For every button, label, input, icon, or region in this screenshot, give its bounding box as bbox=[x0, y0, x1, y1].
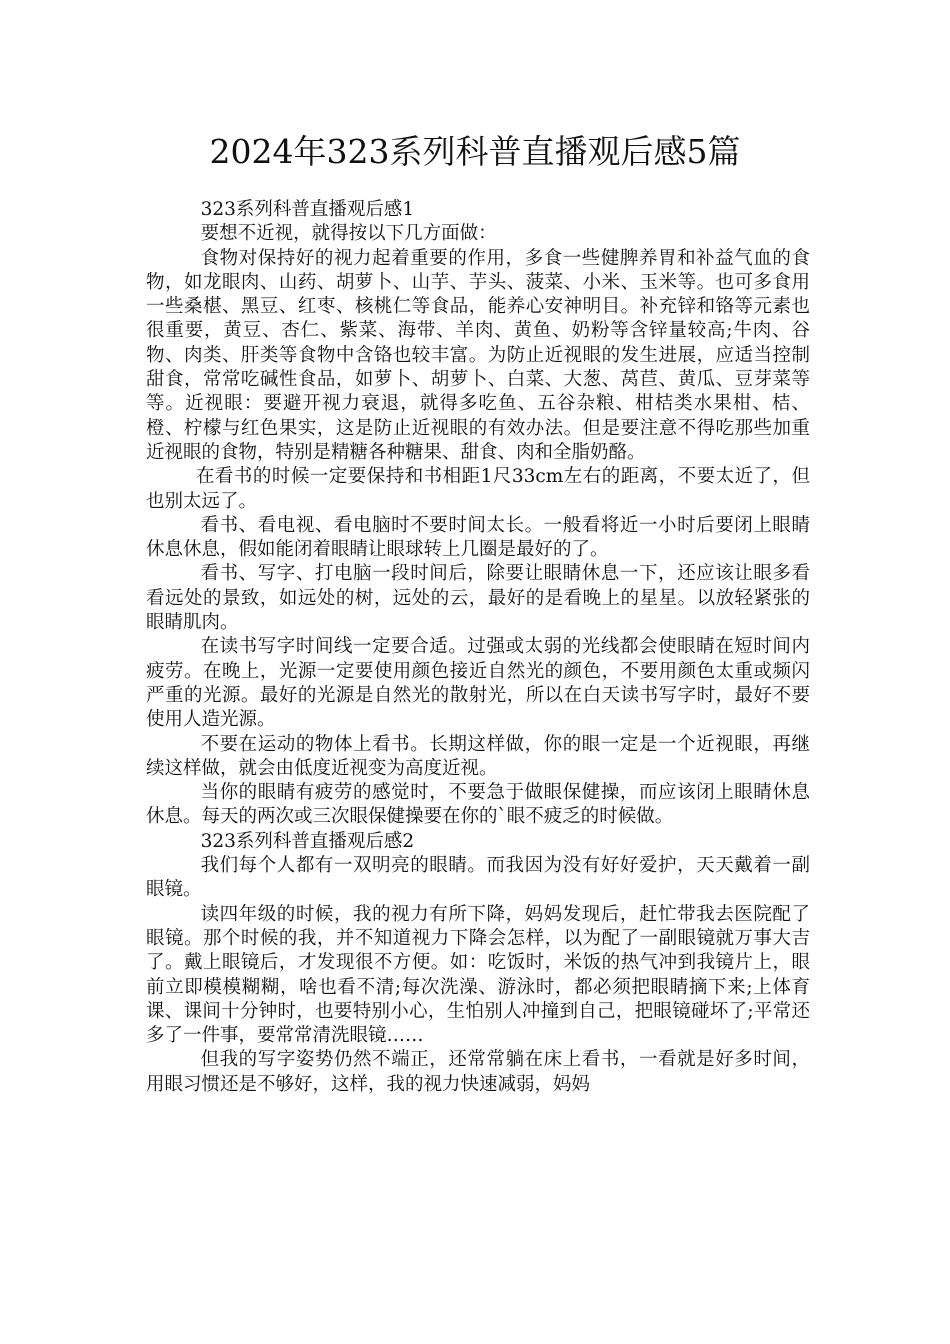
paragraph: 要想不近视，就得按以下几方面做： bbox=[200, 223, 497, 245]
paragraph: 不要在运动的物体上看书。长期这样做，你的眼一定是一个近视眼，再继续这样做，就会由低度近视变为高度近视。 bbox=[146, 733, 810, 779]
section-heading-1: 323系列科普直播观后感1 bbox=[200, 199, 415, 220]
document-title: 2024年323系列科普直播观后感5篇 bbox=[209, 132, 741, 171]
paragraph: 在看书的时候一定要保持和书相距1尺33cm左右的距离，不要太近了，但也别太远了。 bbox=[146, 466, 810, 512]
paragraph: 食物对保持好的视力起着重要的作用，多食一些健脾养胃和补益气血的食物，如龙眼肉、山药、胡萝卜、山芋、芋头、菠菜、小米、玉米等。也可多食用一些桑椹、黑豆、红枣、核桃仁等食品，能养心安神明目。补充锌和铬等元素也很重要，黄豆、杏仁、紫菜、海带、羊肉、黄鱼、奶粉等含锌量较高;牛肉、谷物、肉类、肝类等食物中含铬也较丰富。为防止近视眼的发生进展，应适当控制甜食，常常吃碱性食品，如萝卜、胡萝卜、白菜、大葱、莴苣、黄瓜、豆芽菜等等。近视眼：要避开视力衰退，就得多吃鱼、五谷杂粮、柑桔类水果柑、桔、橙、柠檬与红色果实，这是防止近视眼的有效办法。但是要注意不得吃那些加重近视眼的食物，特别是精糖各种糖果、甜食、肉和全脂奶酪。 bbox=[146, 247, 810, 463]
paragraph: 当你的眼睛有疲劳的感觉时，不要急于做眼保健操，而应该闭上眼睛休息休息。每天的两次或三次眼保健操要在你的`眼不疲乏的时候做。 bbox=[146, 782, 810, 828]
document-body bbox=[146, 198, 810, 1097]
paragraph: 我们每个人都有一双明亮的眼睛。而我因为没有好好爱护，天天戴着一副眼镜。 bbox=[146, 855, 810, 901]
paragraph: 但我的写字姿势仍然不端正，还常常躺在床上看书，一看就是好多时间，用眼习惯还是不够好，这样，我的视力快速减弱，妈妈 bbox=[146, 1049, 810, 1095]
paragraph: 看书、写字、打电脑一段时间后，除要让眼睛休息一下，还应该让眼多看看远处的景致，如远处的树，远处的云，最好的是看晚上的星星。以放轻紧张的眼睛肌肉。 bbox=[146, 563, 810, 634]
paragraph: 看书、看电视、看电脑时不要时间太长。一般看将近一小时后要闭上眼睛休息休息，假如能闭着眼睛让眼球转上几圈是最好的了。 bbox=[146, 514, 810, 561]
paragraph: 在读书写字时间线一定要合适。过强或太弱的光线都会使眼睛在短时间内疲劳。在晚上，光源一定要使用颜色接近自然光的颜色，不要用颜色太重或频闪严重的光源。最好的光源是自然光的散射光，所以在白天读书写字时，最好不要使用人造光源。 bbox=[146, 636, 810, 731]
paragraph: 读四年级的时候，我的视力有所下降，妈妈发现后，赶忙带我去医院配了眼镜。那个时候的我，并不知道视力下降会怎样，以为配了一副眼镜就万事大吉了。戴上眼镜后，才发现很不方便。如：吃饭时，米饭的热气冲到我镜片上，眼前立即模模糊糊，啥也看不清;每次洗澡、游泳时，都必须把眼睛摘下来;上体育课、课间十分钟时，也要特别小心，生怕别人冲撞到自己，把眼镜碰坏了;平常还多了一件事，要常常清洗眼镜…… bbox=[146, 903, 810, 1047]
section-heading-2: 323系列科普直播观后感2 bbox=[200, 830, 415, 852]
